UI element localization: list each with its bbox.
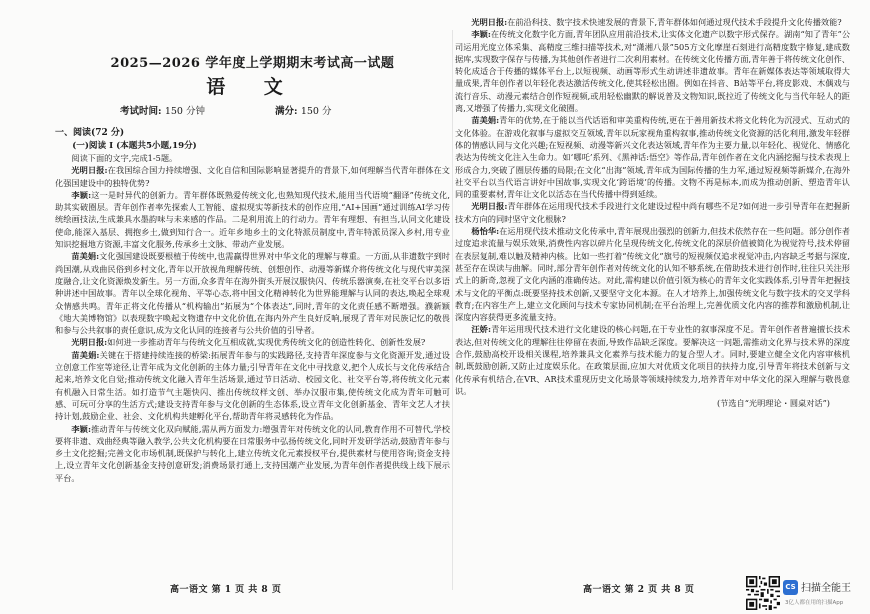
passage-paragraph	[55, 336, 450, 348]
passage-paragraph	[455, 114, 850, 200]
passage-paragraph	[55, 250, 450, 336]
exam-time	[120, 103, 205, 117]
speaker-label: 光明日报:	[71, 337, 108, 348]
paragraph-text: 青年群体在运用现代技术手段进行文化建设过程中尚有哪些不足?如何进一步引导青年在把握新技术方向的同时坚守文化根脉?	[455, 201, 850, 224]
exam-score	[275, 103, 331, 117]
scanner-watermark	[783, 577, 867, 611]
speaker-label: 苗美娟:	[71, 349, 100, 360]
speaker-label: 杨怡华:	[471, 226, 500, 237]
paragraph-text: 青年运用现代技术进行文化建设的核心问题,在于专业性的叙事深度不足。青年创作者普遍擅长技术表达,但对传统文化的理解往往停留在表面,导致作品缺乏深度。要解决这一问题,需推动文化界与技术界的深度合作,鼓励高校开设相关课程,培养兼具文化素养与技术能力的复合型人才。同时,要建立健全文化内容审核机制,既鼓励创新,又防止过度娱乐化。在政策层面,应加大对优质文化项目的扶持力度,引导青年将技术创新与文化传承有机结合,在VR、AR技术重现历史文化场景等领域持续发力,培养青年对中华文化的深入理解与敬畏意识。	[455, 324, 850, 396]
page-footer-right: 高一语文 第 2 页 共 8 页	[583, 585, 695, 595]
exam-title: 2025—2026 学年度上学期期末考试高一试题	[110, 56, 395, 71]
speaker-label: 光明日报:	[471, 201, 508, 212]
passage-paragraph	[455, 28, 850, 114]
page-one-column	[55, 0, 450, 600]
reading-passage-right	[455, 16, 850, 410]
speaker-label: 李颖:	[71, 189, 92, 200]
passage-paragraph	[55, 423, 450, 484]
page-divider	[452, 30, 453, 590]
exam-time-value: 150 分钟	[164, 106, 205, 117]
paragraph-text: 在运用现代技术推动文化传承中,青年展现出强烈的创新力,但技术依然存在一些问题。部分创作者过度追求流量与娱乐效果,消费性内容以碎片化呈现传统文化,传统文化的深层价值被简化为视觉符号,技术停留在表层复制,难以触及精神内核。比如一些打着“传统文化”旗号的短视频仅追求视觉冲击,内容缺乏考据与深度,甚至存在误读与曲解。同时,部分青年创作者对传统文化的认知不够系统,在借助技术进行创作时,往往只关注形式上的新奇,忽视了文化内涵的准确传达。对此,需构建以价值引领为核心的青年文化实践体系,引导青年把握技术与文化的平衡点:既要坚持技术创新,又要坚守文化本源。在人才培养上,加强传统文化与数字技术的交叉学科教育;在内容生产上,建立文化顾问与技术专家协同机制;在平台治理上,完善优质文化内容的推荐和激励机制,让深度内容获得更多流量支持。	[455, 226, 850, 323]
subject-title: 语 文	[206, 76, 299, 98]
scanner-app-name: 扫描全能王	[801, 583, 851, 594]
speaker-label: 汪娇:	[471, 324, 491, 335]
speaker-label: 光明日报:	[471, 17, 508, 27]
paragraph-text: 如何进一步推动青年与传统文化互相成就,实现优秀传统文化的创造性转化、创新性发展?	[107, 337, 426, 348]
passage-paragraph	[455, 323, 850, 397]
exam-time-label: 考试时间:	[120, 106, 162, 117]
subsection-heading: (一)阅读 I (本题共5小题,19分)	[72, 140, 197, 151]
paragraph-text: 在前沿科技、数字技术快速发展的背景下,青年群体如何通过现代技术手段提升文化传播效能?	[507, 17, 842, 27]
source-note: (节选自“光明理论・圆桌对话”)	[716, 398, 830, 409]
exam-score-label: 满分:	[275, 106, 298, 117]
paragraph-text: 文化强国建设既要根植于传统中,也需赢得世界对中华文化的理解与尊重。一方面,从非遗数字到时尚国潮,从戏曲民俗到乡村文化,青年以开放视角理解传统、创想创作、动漫等新媒介将传统文化与现代审美深度融合,让文化资源焕发新生。另一方面,众多青年在海外街头开展汉服快闪、传统乐器演奏,在社交平台以多语种讲述中国故事。青年以全球化视角、平等心态,将中国文化精神转化为世界能理解与认同的表达,唤起全球观众情感共鸣。青年正将文化传播从“机构输出”拓展为“个体表达”,同时,青年的文化责任感不断增强。濮新颖《地大美博物馆》以表现数字唤起文物遗存中文化价值,在海内外产生良好反响,展现了青年对民族记忆的敬畏和参与公共叙事的责任意识,成为文化认同的连接者与公共价值的引导者。	[55, 251, 450, 336]
passage-paragraph	[55, 164, 450, 189]
page-footer-left: 高一语文 第 1 页 共 8 页	[170, 585, 282, 595]
paragraph-text: 推动青年与传统文化双向赋能,需从两方面发力:增强青年对传统文化的认同,教育作用不可替代,学校要将非遗、戏曲经典等融入教学,公共文化机构要在日常服务中弘扬传统文化,同时开发研学活动,鼓励青年参与乡土文化挖掘;完善文化市场机制,既保护与转化上,建立传统文化元素授权平台,提供素材与使用咨询;资金支持上,设立青年文化创新基金支持创意研发;消费场景打通上,支持国潮产业发展,为青年创作者提供线上线下展示平台。	[55, 423, 450, 483]
paragraph-text: 关键在于搭建持续连接的桥梁:拓展青年参与的实践路径,支持青年深度参与文化资源开发,通过设立创意工作室等途径,让青年成为文化创新的主体力量;引导青年在文化中寻找意义,把个人成长与文化传承结合起来,培养文化自觉;推动传统文化融入青年生活场景,通过节日活动、校园文化、社交平台等,将传统文化元素有机融入日常生活。如打造节气主题快闪、推出传统纹样文创、举办汉服市集,使传统文化成为青年可触可感、可玩可分享的生活方式;建设支持青年参与文化创新的生态体系,设立青年文化创新基金、青年文艺人才扶持计划,鼓励企业、社会、文化机构共建孵化平台,帮助青年将灵感转化为作品。	[55, 349, 450, 422]
paragraph-text: 在我国综合国力持续增强、文化自信和国际影响显著提升的背景下,如何理解当代青年群体在文化强国建设中的独特优势?	[55, 165, 450, 188]
reading-passage-left	[55, 127, 450, 484]
speaker-label: 李颖:	[471, 29, 491, 40]
exam-score-value: 150 分	[300, 106, 332, 117]
section-heading: 一、阅读(72 分)	[55, 128, 125, 138]
paragraph-text: 青年的优势,在于能以当代话语和审美重构传统,更在于善用新技术将文化转化为沉浸式、互动式的文化体验。在游戏化叙事与虚拟交互领域,青年以玩家视角重构叙事,推动传统文化资源的活化利用,激发年轻群体的情感认同与文化兴趣;在短视频、动漫等新兴文化表达领域,青年作为主要力量,以年轻化、视觉化、情感化表达为传统文化注入生命力。如‘哪吒’系列、《黑神话:悟空》等作品,青年创作者在文化内涵挖掘与技术表现上形成合力,突破了圈层传播的局限;在文化“出海”领域,青年成为国际传播的生力军,通过短视频等新媒介,在海外社交平台以当代语言讲好中国故事,实现文化‘跨语境’的传播。文物不再是标本,而成为推动创新、塑造青年认同的重要素材,青年让文化以活态在当代传播中得到延续。	[455, 115, 850, 200]
paragraph-text: 在传统文化数字化方面,青年团队应用前沿技术,让实体文化遗产以数字形式保存。湖南“知了青年”公司运用光度立体采集、高精度三维扫描等技术,对“潇湘八景”505方文化摩崖石刻进行高精度数字修复,建成数据库,实现数字保存与传播,为其他创作者进行二次利用素材。在传统文化传播方面,青年善于将传统文化创作、转化成适合于传播的媒体平台上,以短视频、动画等形式生动讲述非遗故事。青年在新媒体表达等领域取得大量成果,青年创作者以年轻化表达激活传统文化,使其轻松出圈。例如在抖音、B站等平台,将皮影戏、木偶戏与流行音乐、动漫元素结合创作短视频,或用轻松幽默的解说普及文物知识,既拉近了传统文化与当代年轻人的距离,又增强了传播力,实现文化破圈。	[455, 29, 850, 114]
scanner-app-tagline: 3亿人都在用的扫描App	[785, 600, 844, 606]
passage-paragraph	[455, 225, 850, 323]
passage-paragraph	[55, 349, 450, 423]
qr-code-icon	[746, 576, 780, 610]
speaker-label: 李颖:	[71, 423, 91, 434]
page-two-column	[455, 0, 850, 600]
reading-instruction: 阅读下面的文字,完成1-5题。	[71, 153, 178, 163]
passage-paragraph	[455, 16, 850, 28]
speaker-label: 苗美娟:	[471, 115, 500, 126]
passage-paragraph	[455, 200, 850, 225]
speaker-label: 苗美娟:	[71, 251, 100, 262]
speaker-label: 光明日报:	[71, 165, 108, 176]
passage-paragraph	[55, 189, 450, 250]
camscanner-logo-icon: CS	[783, 580, 798, 595]
paragraph-text: 这一是时异代的创新力。青年群体既熟爱传统文化,也熟知现代技术,能用当代语境“翻译”传统文化,助其实破圈层。青年创作者率先探索人工智能、虚拟现实等新技术的创作应用,“AI+国画”通过训练AI学习传统绘画技法,生成兼具水墨韵味与未来感的作品。二是利用流上的行动力。青年有理想、有担当,认同文化建设使命,能深入基层、拥抱乡土,做到知行合一。近年乡地乡土的文化特派员制度中,青年特派员深入乡村,用专业知识挖掘地方资源,丰富文化服务,传承乡土文脉、带动产业发展。	[55, 189, 450, 250]
